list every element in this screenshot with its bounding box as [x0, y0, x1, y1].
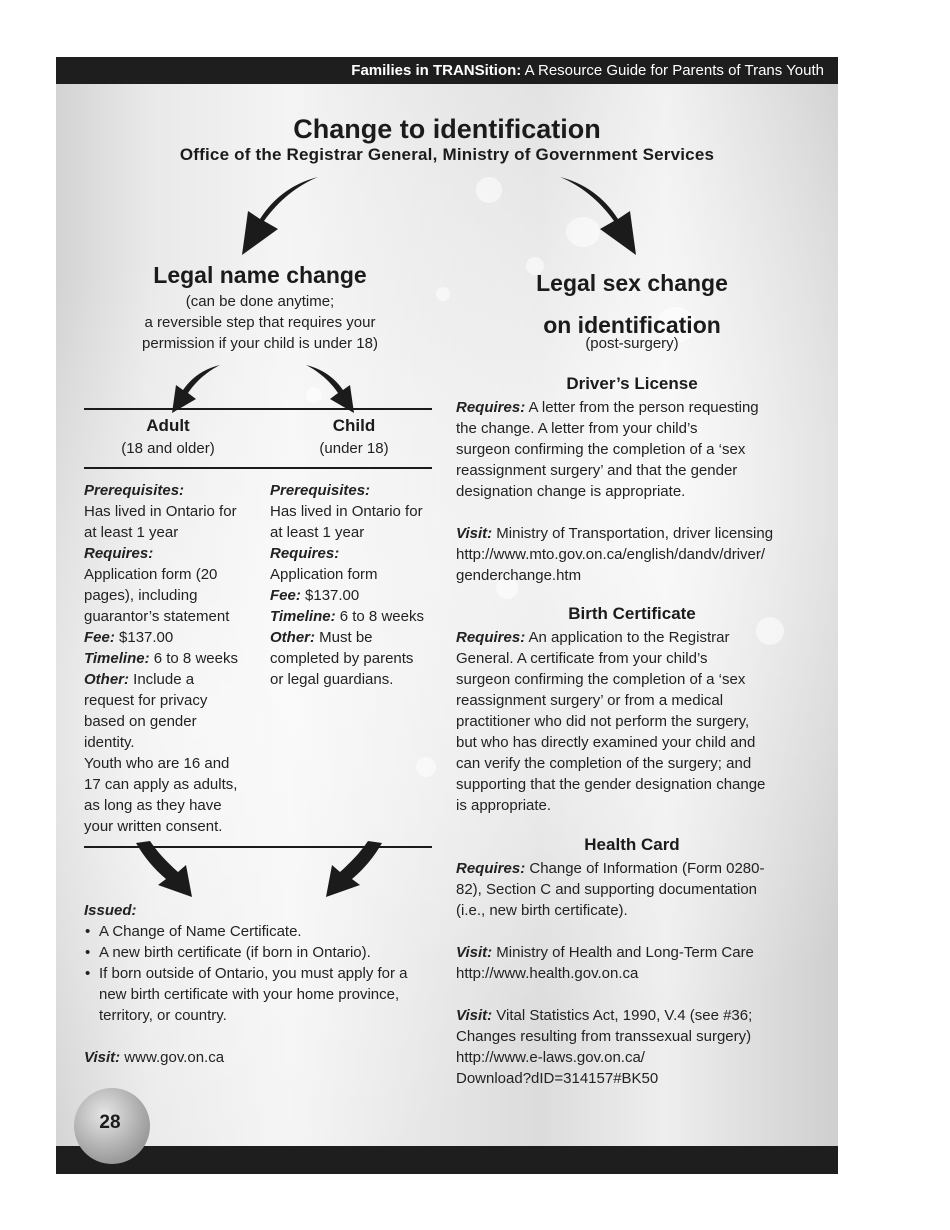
- field-label: Timeline:: [84, 650, 150, 667]
- running-header: [56, 57, 838, 84]
- field-label: Requires:: [456, 399, 526, 416]
- text-line: 17 can apply as adults,: [84, 776, 238, 793]
- other-line: [270, 627, 446, 648]
- list-item: • A new birth certificate (if born in Ontario).: [84, 942, 454, 963]
- adult-heading: Adult: [146, 416, 190, 435]
- other-line: [84, 669, 264, 690]
- text-line: your written consent.: [84, 818, 223, 835]
- other-value: Include a: [129, 671, 195, 688]
- visit-link[interactable]: genderchange.htm: [456, 567, 582, 584]
- series-title: Families in TRANSition:: [351, 62, 522, 79]
- text-line: Application form (20: [84, 566, 218, 583]
- page-title: Change to identification: [293, 114, 601, 144]
- text-line: surgeon confirming the completion of a ‘sex: [456, 441, 746, 458]
- fee-line: [84, 627, 264, 648]
- birth-certificate-heading: Birth Certificate: [568, 604, 696, 623]
- text-line: Application form: [270, 566, 378, 583]
- curved-arrow-icon: [238, 175, 324, 257]
- list-item: [84, 963, 454, 1026]
- text-line: 82), Section C and supporting documentation: [456, 881, 758, 898]
- heading-line: Legal sex change: [536, 270, 728, 296]
- text-line: practitioner who did not perform the surgery,: [456, 713, 750, 730]
- health-card-details: [456, 858, 826, 1089]
- child-details: [270, 480, 446, 690]
- text-line: but who has directly examined your child and: [456, 734, 756, 751]
- text-line: Ministry of Health and Long-Term Care: [492, 944, 754, 961]
- issued-list: [84, 921, 454, 1026]
- timeline-value: 6 to 8 weeks: [149, 650, 238, 667]
- note-line: a reversible step that requires your: [144, 314, 376, 331]
- text-line: Changes resulting from transsexual surgery): [456, 1028, 752, 1045]
- field-label: Requires:: [270, 545, 340, 562]
- timeline-line: [84, 648, 264, 669]
- field-label: Timeline:: [270, 608, 336, 625]
- page-number: 28: [99, 1112, 121, 1133]
- field-label: Fee:: [270, 587, 301, 604]
- visit-line: [456, 942, 826, 963]
- visit-link[interactable]: http://www.mto.gov.on.ca/english/dandv/driver/: [456, 546, 766, 563]
- text-line: guarantor’s statement: [84, 608, 230, 625]
- requires-line: [456, 627, 826, 648]
- text-line: territory, or country.: [99, 1007, 227, 1024]
- text-line: as long as they have: [84, 797, 222, 814]
- visit-link[interactable]: Download?dID=314157#BK50: [456, 1070, 659, 1087]
- field-label: Requires:: [456, 860, 526, 877]
- text-line: Ministry of Transportation, driver licensing: [492, 525, 774, 542]
- note-line: (can be done anytime;: [185, 293, 335, 310]
- legal-sex-note: (post-surgery): [585, 335, 679, 352]
- field-label: Prerequisites:: [84, 482, 185, 499]
- timeline-line: [270, 606, 446, 627]
- birth-certificate-details: [456, 627, 826, 816]
- drivers-license-heading: Driver’s License: [566, 374, 698, 393]
- issued-label: Issued:: [84, 902, 137, 919]
- visit-line: [456, 1005, 826, 1026]
- text-line: is appropriate.: [456, 797, 552, 814]
- text-line: can verify the completion of the surgery; and: [456, 755, 752, 772]
- text-line: Has lived in Ontario for: [270, 503, 423, 520]
- text-line: completed by parents: [270, 650, 414, 667]
- adult-sub: (18 and older): [121, 440, 215, 457]
- timeline-value: 6 to 8 weeks: [335, 608, 424, 625]
- text-line: (i.e., new birth certificate).: [456, 902, 628, 919]
- child-sub: (under 18): [319, 440, 389, 457]
- text-line: • If born outside of Ontario, you must apply for a: [99, 965, 408, 982]
- text-line: pages), including: [84, 587, 198, 604]
- requires-line: [456, 858, 826, 879]
- text-line: or legal guardians.: [270, 671, 394, 688]
- field-label: Requires:: [456, 629, 526, 646]
- text-line: designation change is appropriate.: [456, 483, 686, 500]
- text-line: An application to the Registrar: [525, 629, 730, 646]
- text-line: at least 1 year: [270, 524, 365, 541]
- text-line: reassignment surgery’ or from a medical: [456, 692, 724, 709]
- text-line: A letter from the person requesting: [525, 399, 759, 416]
- fee-value: $137.00: [300, 587, 360, 604]
- adult-details: [84, 480, 264, 837]
- field-label: Fee:: [84, 629, 115, 646]
- health-card-heading: Health Card: [584, 835, 680, 854]
- drivers-license-details: [456, 397, 826, 586]
- field-label: Requires:: [84, 545, 154, 562]
- text-line: General. A certificate from your child’s: [456, 650, 708, 667]
- field-label: Other:: [84, 671, 129, 688]
- list-item: • A Change of Name Certificate.: [84, 921, 454, 942]
- page-subtitle: Office of the Registrar General, Ministry of Government Services: [179, 145, 715, 164]
- legal-name-note: [80, 291, 440, 354]
- fee-value: $137.00: [114, 629, 174, 646]
- page-number-badge: [74, 1088, 150, 1164]
- page: [56, 57, 838, 1174]
- field-label: Visit:: [84, 1049, 121, 1066]
- legal-name-heading: Legal name change: [153, 262, 367, 288]
- text-line: surgeon confirming the completion of a ‘sex: [456, 671, 746, 688]
- text-line: the change. A letter from your child’s: [456, 420, 698, 437]
- text-line: at least 1 year: [84, 524, 179, 541]
- text-line: Change of Information (Form 0280-: [525, 860, 765, 877]
- text-line: request for privacy: [84, 692, 208, 709]
- text-line: Youth who are 16 and: [84, 755, 230, 772]
- requires-line: [456, 397, 826, 418]
- field-label: Prerequisites:: [270, 482, 371, 499]
- note-line: permission if your child is under 18): [142, 335, 378, 352]
- issued-section: [84, 900, 454, 1068]
- text-line: Has lived in Ontario for: [84, 503, 237, 520]
- text-line: based on gender: [84, 713, 197, 730]
- visit-line: [456, 523, 826, 544]
- text-line: identity.: [84, 734, 135, 751]
- text-line: supporting that the gender designation change: [456, 776, 766, 793]
- heading-line: on identification: [543, 312, 721, 338]
- text-line: reassignment surgery’ and that the gender: [456, 462, 738, 479]
- visit-line: [84, 1047, 454, 1068]
- curved-arrow-icon: [322, 841, 386, 899]
- visit-link[interactable]: www.gov.on.ca: [120, 1049, 225, 1066]
- fee-line: [270, 585, 446, 606]
- divider: [84, 408, 432, 410]
- visit-link[interactable]: http://www.health.gov.on.ca: [456, 965, 639, 982]
- series-subtitle: A Resource Guide for Parents of Trans Youth: [521, 62, 824, 79]
- child-heading: Child: [332, 416, 376, 435]
- other-value: Must be: [315, 629, 373, 646]
- field-label: Visit:: [456, 944, 493, 961]
- text-line: new birth certificate with your home province,: [99, 986, 400, 1003]
- text-line: Vital Statistics Act, 1990, V.4 (see #36;: [492, 1007, 753, 1024]
- curved-arrow-icon: [554, 175, 640, 257]
- visit-link[interactable]: http://www.e-laws.gov.on.ca/: [456, 1049, 645, 1066]
- curved-arrow-icon: [132, 841, 196, 899]
- field-label: Other:: [270, 629, 315, 646]
- field-label: Visit:: [456, 1007, 493, 1024]
- field-label: Visit:: [456, 525, 493, 542]
- divider: [84, 467, 432, 469]
- footer-bar: [56, 1146, 838, 1174]
